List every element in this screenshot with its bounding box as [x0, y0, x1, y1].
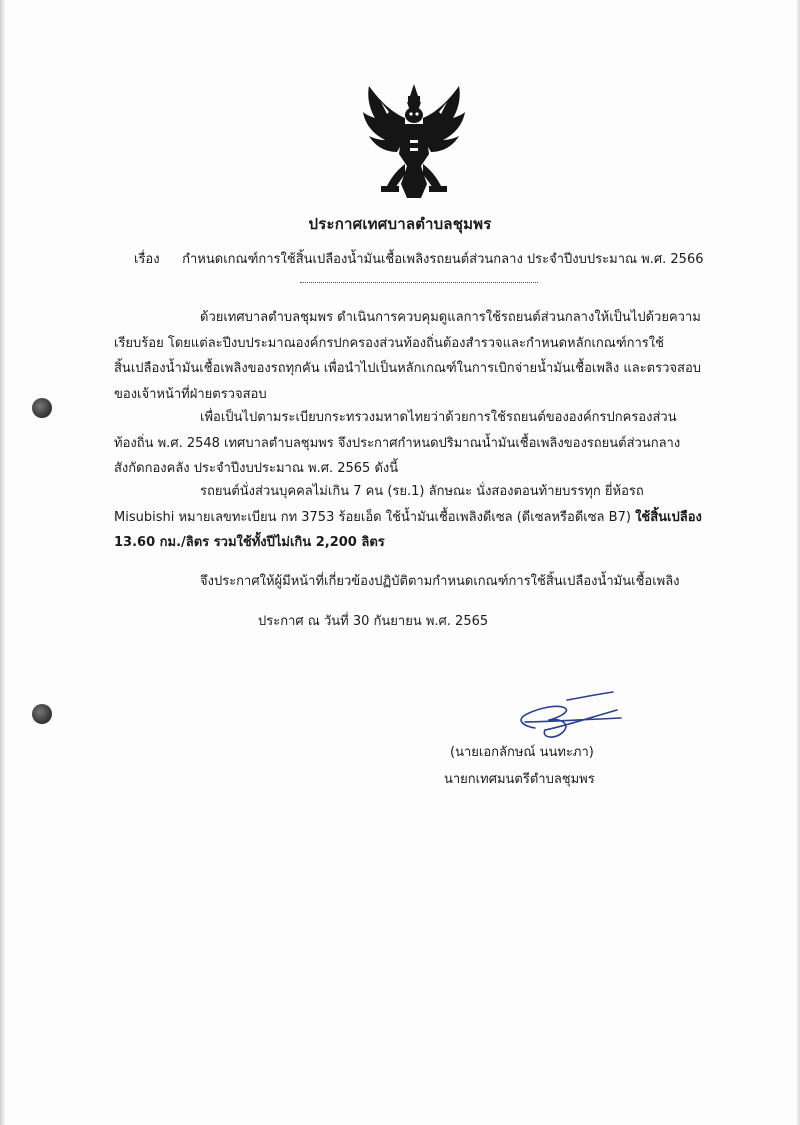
paragraph-line: เพื่อเป็นไปตามระเบียบกระทรวงมหาดไทยว่าด้วยการใช้รถยนต์ขององค์กรปกครองส่วน: [200, 410, 677, 425]
paragraph-line: รถยนต์นั่งส่วนบุคคลไม่เกิน 7 คน (รย.1) ลักษณะ นั่งสองตอนท้ายบรรทุก ยี่ห้อรถ: [200, 484, 644, 499]
paragraph-line: ท้องถิ่น พ.ศ. 2548 เทศบาลตำบลชุมพร จึงประกาศกำหนดปริมาณน้ำมันเชื้อเพลิงของรถยนต์ส่วนกลาง: [114, 435, 681, 451]
paragraph-regulation: [114, 405, 744, 482]
announcement-date: ประกาศ ณ วันที่ 30 กันยายน พ.ศ. 2565: [258, 614, 489, 629]
consumption-value: 13.60 กม./ลิตร รวมใช้ทั้งปีไม่เกิน 2,200 ลิตร: [114, 535, 385, 550]
paragraph-line: ของเจ้าหน้าที่ฝ่ายตรวจสอบ: [114, 386, 267, 402]
subject-label: เรื่อง: [134, 252, 160, 267]
paragraph-line: [114, 505, 744, 531]
paragraph-vehicle-spec: [114, 479, 744, 556]
subject-line: [134, 248, 704, 269]
consumption-label: ใช้สิ้นเปลือง: [635, 509, 702, 525]
signer-position: นายกเทศมนตรีตำบลชุมพร: [444, 772, 595, 787]
paragraph-line: ด้วยเทศบาลตำบลชุมพร ดำเนินการควบคุมดูแลการใช้รถยนต์ส่วนกลางให้เป็นไปด้วยความ: [200, 310, 701, 325]
page-edge-shadow-left: [0, 0, 6, 1125]
paragraph-line: เรียบร้อย โดยแต่ละปีงบประมาณองค์กรปกครองส่วนท้องถิ่นต้องสำรวจและกำหนดหลักเกณฑ์การใช้: [114, 335, 664, 351]
dotted-separator: [300, 282, 538, 283]
punch-hole-top: [32, 398, 52, 418]
paragraph-line: สังกัดกองคลัง ประจำปีงบประมาณ พ.ศ. 2565 ดังนี้: [114, 461, 399, 476]
paragraph-line: [114, 530, 744, 556]
page-edge-shadow-right: [796, 0, 800, 1125]
paragraph-closing: จึงประกาศให้ผู้มีหน้าที่เกี่ยวข้องปฏิบัติตามกำหนดเกณฑ์การใช้สิ้นเปลืองน้ำมันเชื้อเพลิง: [200, 574, 680, 589]
paragraph-line: สิ้นเปลืองน้ำมันเชื้อเพลิงของรถทุกคัน เพื่อนำไปเป็นหลักเกณฑ์ในการเบิกจ่ายน้ำมันเชื้อเพลิง และตรวจสอบ: [114, 361, 702, 376]
announcement-title: ประกาศเทศบาลตำบลชุมพร: [308, 215, 492, 233]
handwritten-signature: [505, 690, 625, 745]
punch-hole-bottom: [32, 704, 52, 724]
subject-text: กำหนดเกณฑ์การใช้สิ้นเปลืองน้ำมันเชื้อเพลิงรถยนต์ส่วนกลาง ประจำปีงบประมาณ พ.ศ. 2566: [182, 252, 704, 267]
vehicle-details: Misubishi หมายเลขทะเบียน กท 3753 ร้อยเอ็ด ใช้น้ำมันเชื้อเพลิงดีเซล (ดีเซลหรือดีเซล B7): [114, 509, 636, 525]
garuda-emblem-icon: [361, 82, 467, 200]
paragraph-intro: [114, 305, 744, 407]
signer-name: (นายเอกลักษณ์ นนทะภา): [450, 745, 594, 760]
